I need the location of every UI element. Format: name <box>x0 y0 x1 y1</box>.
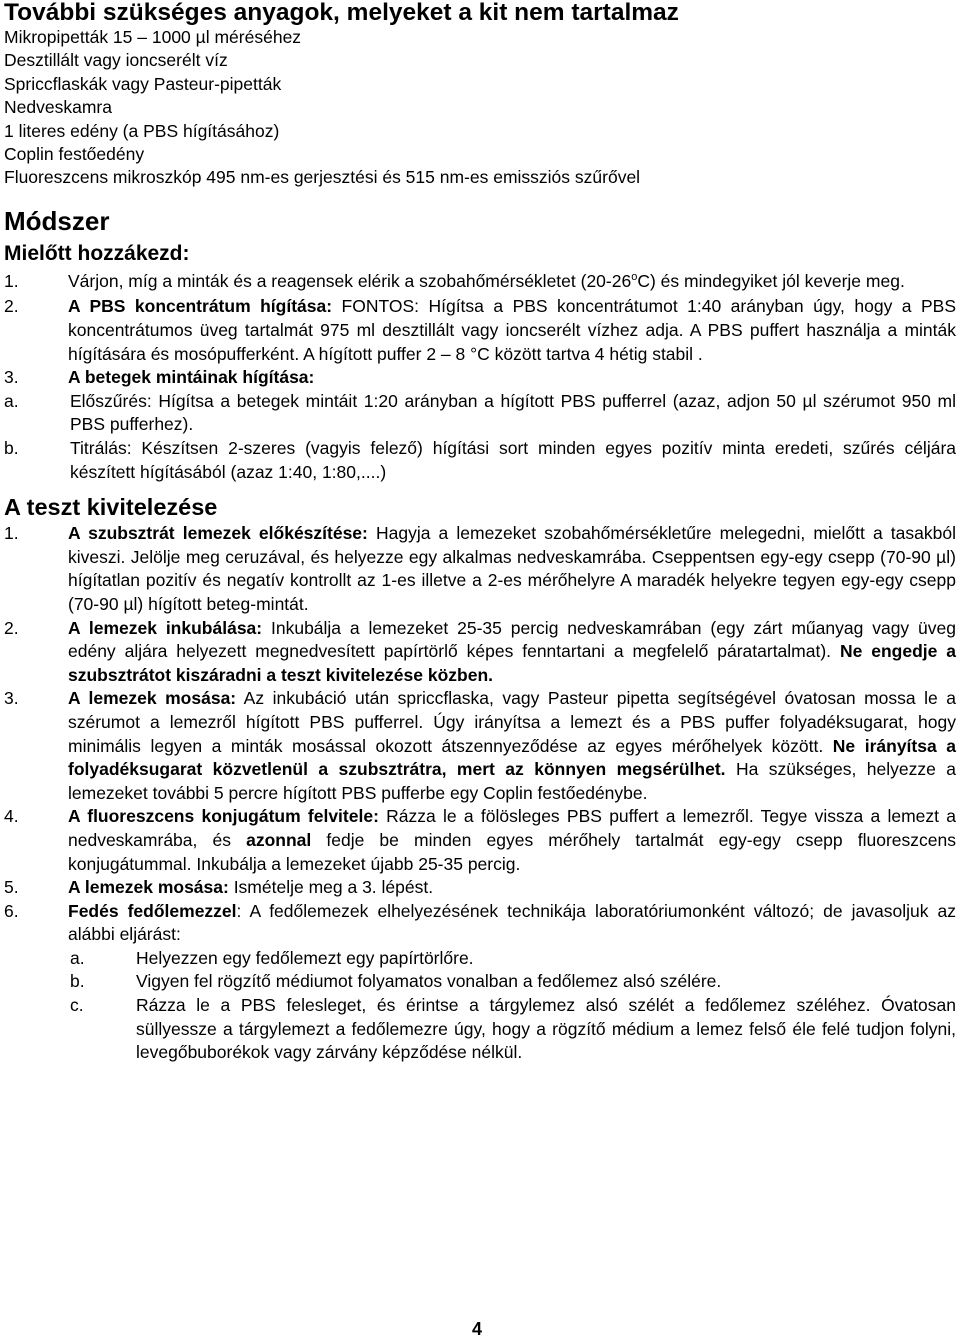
step-text: A lemezek inkubálása: Inkubálja a lemezeket 25-35 percig nedveskamrában (egy zárt műanyag vagy üveg edény aljára helyezett megnedvesített papírtörlő képes fenntartani a megfelelő páratartalmat). Ne engedje a szubsztrátot kiszáradni a teszt kivitelezése közben. <box>68 617 956 685</box>
list-item: Mikropipetták 15 – 1000 µl méréséhez <box>4 27 302 47</box>
substep-text: Előszűrés: Hígítsa a betegek mintáit 1:20 arányban a hígított PBS pufferrel (azaz, adjon 50 µl szérumot 950 ml PBS pufferhez). <box>70 390 956 435</box>
step-text: Fedés fedőlemezzel: A fedőlemezek elhelyezésének technikája laboratóriumonként változó; de javasoljuk az alábbi eljárást: <box>68 900 956 945</box>
procedure-step-2 <box>4 617 956 688</box>
method-substep-a <box>4 390 956 437</box>
step-number: 1. <box>4 523 19 544</box>
step-text: A fluoreszcens konjugátum felvitele: Rázza le a fölösleges PBS puffert a lemezről. Tegye vissza a lemezt a nedveskamrába, és azonnal fedje be minden egyes mérőhely tartalmát egy-egy csepp fluoreszcens konjugátummal. Inkubálja a lemezeket újabb 25-35 percig. <box>68 806 957 874</box>
step-number: 2. <box>4 617 19 638</box>
step-number: 4. <box>4 806 19 827</box>
substep-letter: a. <box>70 947 85 968</box>
step-number: 3. <box>4 688 19 709</box>
document-page <box>4 0 956 1065</box>
step-text: A PBS koncentrátum hígítása: FONTOS: Hígítsa a PBS koncentrátumot 1:40 arányban úgy, hogy a PBS koncentrátumos üveg tartalmát 975 ml desztillált vagy ioncserélt vízhez adja. A PBS puffert használja a minták hígítására és mosópufferként. A hígított puffer 2 – 8 °C között tartva 4 hétig stabil . <box>68 296 957 364</box>
procedure-step-5 <box>4 876 956 900</box>
procedure-substep-b <box>4 970 956 994</box>
method-subtitle: Mielőtt hozzákezd: <box>4 241 190 265</box>
list-item: Spriccflaskák vagy Pasteur-pipetták <box>4 73 282 94</box>
page-number: 4 <box>472 1319 483 1339</box>
step-text: A lemezek mosása: Ismételje meg a 3. lépést. <box>68 877 434 898</box>
list-item: Nedveskamra <box>4 97 112 118</box>
procedure-step-4 <box>4 805 956 876</box>
materials-list <box>4 26 956 190</box>
step-text: A betegek mintáinak hígítása: <box>68 367 315 388</box>
method-step-1 <box>4 270 956 294</box>
materials-title: További szükséges anyagok, melyeket a kit nem tartalmaz <box>4 0 679 26</box>
procedure-substep-a <box>4 947 956 971</box>
procedure-title: A teszt kivitelezése <box>4 494 218 521</box>
substep-text: Titrálás: Készítsen 2-szeres (vagyis felező) hígítási sort minden egyes pozitív minta eredeti, szűrés céljára készített hígításából (azaz 1:40, 1:80,....) <box>70 438 956 482</box>
step-number: 6. <box>4 900 19 921</box>
list-item: 1 literes edény (a PBS hígításához) <box>4 120 280 141</box>
substep-text: Vigyen fel rögzítő médiumot folyamatos vonalban a fedőlemez alsó szélére. <box>136 971 722 992</box>
substep-letter: b. <box>70 971 85 992</box>
step-number: 1. <box>4 270 19 291</box>
list-item: Desztillált vagy ioncserélt víz <box>4 50 228 71</box>
substep-letter: c. <box>70 995 84 1016</box>
step-number: 5. <box>4 877 19 898</box>
procedure-step-6 <box>4 900 956 947</box>
method-step-2 <box>4 295 956 366</box>
method-substep-b <box>4 437 956 484</box>
step-text: A szubsztrát lemezek előkészítése: Hagyja a lemezeket szobahőmérsékletűre melegedni, mielőtt a tasakból kiveszi. Jelölje meg ceruzával, és helyezze egy alkalmas nedveskamrába. Cseppentsen egy-egy csepp (70-90 µl) hígítatlan pozitív és negatív kontrollt az 1-es illetve a 2-es mérőhelyre A maradék helyekre tegyen egy-egy csepp (70-90 µl) hígított beteg-mintát. <box>68 523 956 614</box>
substep-text: Helyezzen egy fedőlemezt egy papírtörlőre. <box>136 947 474 968</box>
step-text: Várjon, míg a minták és a reagensek elérik a szobahőmérsékletet (20-26$^o$C) és mindegyiket jól keverje meg. <box>68 270 905 291</box>
procedure-substep-c <box>4 994 956 1065</box>
method-title: Módszer <box>4 205 110 236</box>
procedure-step-1 <box>4 522 956 616</box>
procedure-step-3 <box>4 687 956 805</box>
substep-text: Rázza le a PBS felesleget, és érintse a tárgylemez alsó szélét a fedőlemez széléhez. Óvatosan süllyessze a tárgylemezt a fedőlemezre úgy, hogy a rögzítő médium a lemez felső éle felé tudjon folyni, levegőbuborékok vagy zárvány képződése nélkül. <box>136 995 956 1063</box>
list-item: Fluoreszcens mikroszkóp 495 nm-es gerjesztési és 515 nm-es emissziós szűrővel <box>4 167 641 188</box>
substep-letter: a. <box>4 390 19 411</box>
method-step-3 <box>4 366 956 390</box>
step-number: 3. <box>4 367 19 388</box>
step-number: 2. <box>4 296 19 317</box>
step-text: A lemezek mosása: Az inkubáció után spriccflaska, vagy Pasteur pipetta segítségével óvatosan mossa le a szérumot a lemezről hígított PBS pufferrel. Úgy irányítsa a lemezt és a PBS puffer folyadéksugarat, hogy minimális legyen a minták mosással okozott átszennyeződése az egyes mérőhelyek között. Ne irányítsa a folyadéksugarat közvetlenül a szubsztrátra, mert az könnyen megsérülhet. Ha szükséges, helyezze a lemezeket további 5 percre hígított PBS pufferbe egy Coplin festőedénybe. <box>68 688 957 803</box>
substep-letter: b. <box>4 438 19 458</box>
list-item: Coplin festőedény <box>4 144 145 165</box>
